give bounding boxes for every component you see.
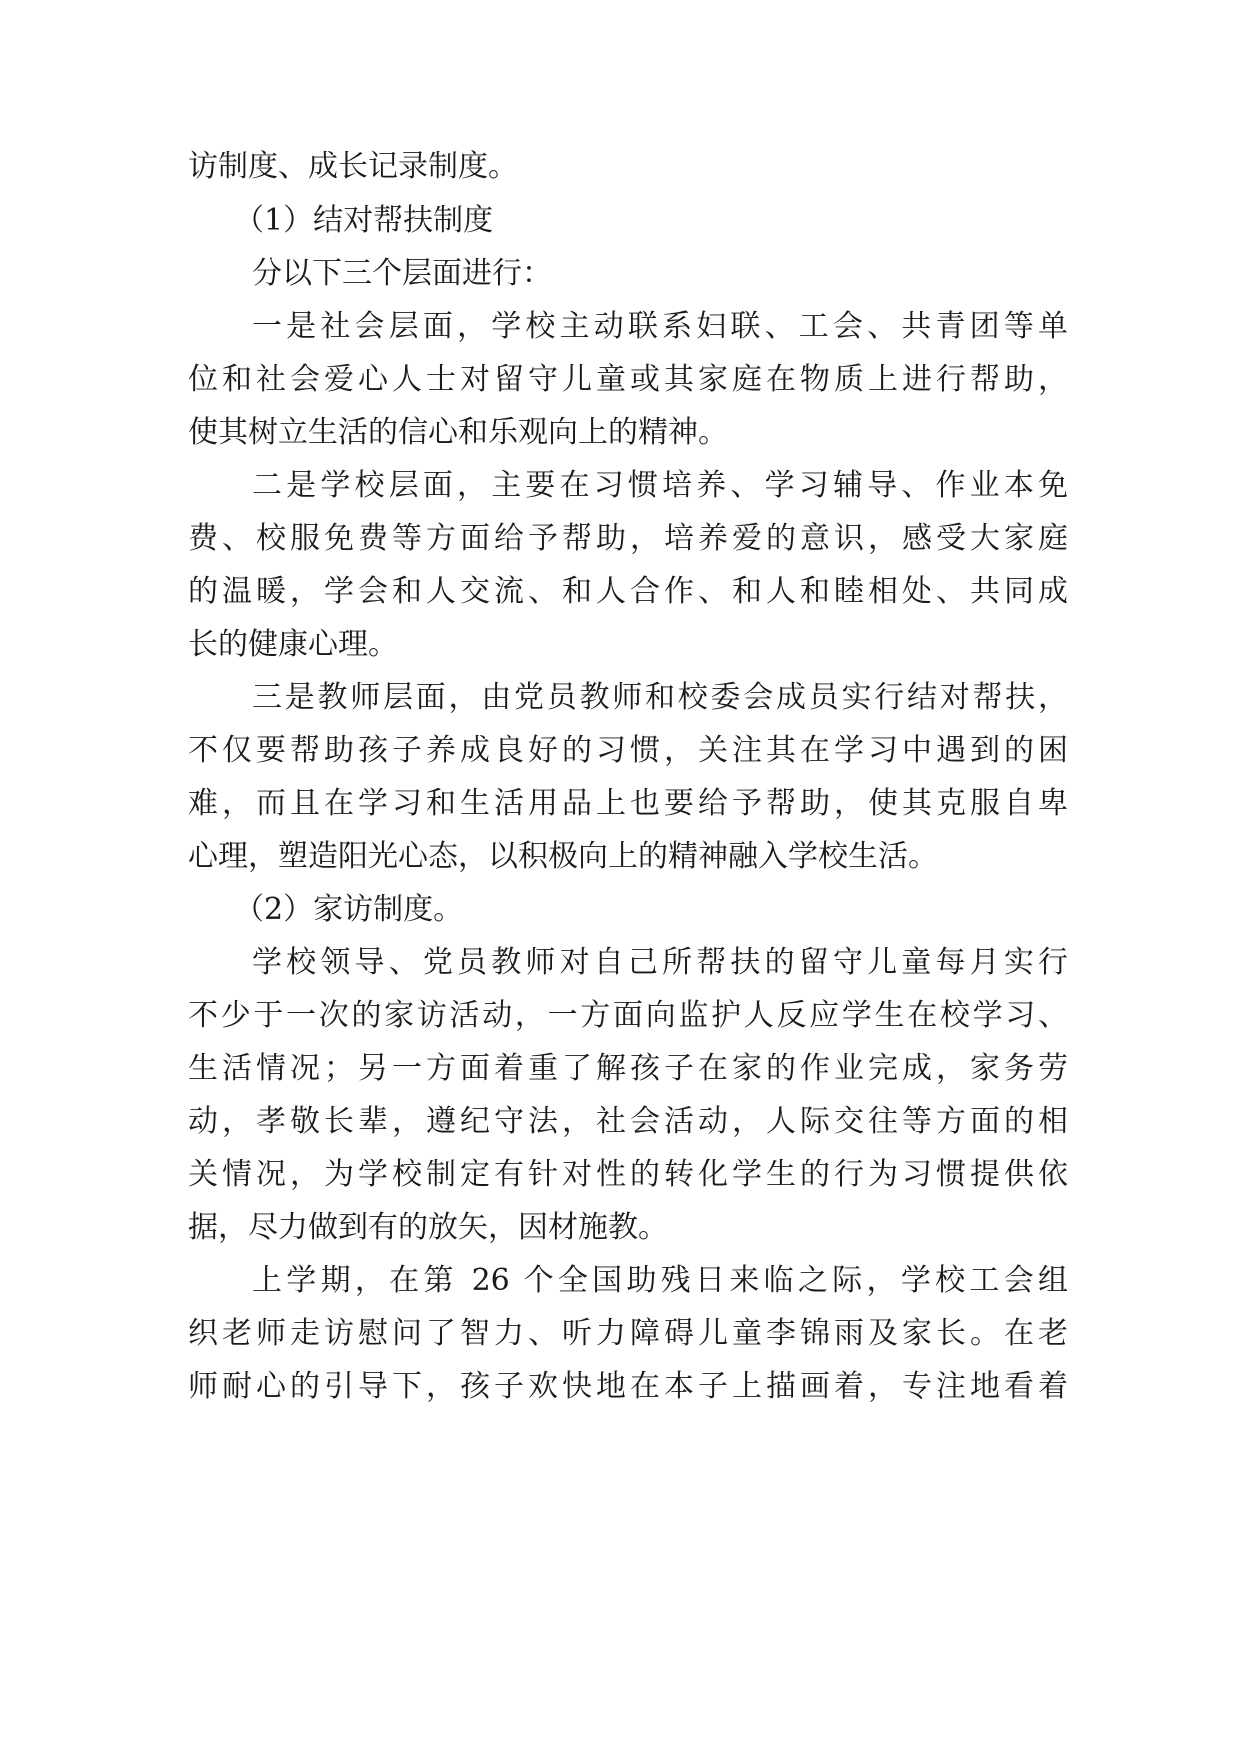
text-line: 生活情况；另一方面着重了解孩子在家的作业完成，家务劳	[188, 1051, 1068, 1086]
text-line: 难，而且在学习和生活用品上也要给予帮助，使其克服自卑	[188, 786, 1068, 821]
text-line: 分以下三个层面进行：	[252, 256, 552, 291]
text-line: 二是学校层面，主要在习惯培养、学习辅导、作业本免	[252, 468, 1068, 503]
text-line: 位和社会爱心人士对留守儿童或其家庭在物质上进行帮助，	[188, 362, 1068, 397]
text-line: 学校领导、党员教师对自己所帮扶的留守儿童每月实行	[252, 945, 1068, 980]
text-line: 师耐心的引导下，孩子欢快地在本子上描画着，专注地看着	[188, 1369, 1068, 1404]
text-line: 不仅要帮助孩子养成良好的习惯，关注其在学习中遇到的困	[188, 733, 1068, 768]
text-line: 动，孝敬长辈，遵纪守法，社会活动，人际交往等方面的相	[188, 1104, 1068, 1139]
text-line: 使其树立生活的信心和乐观向上的精神。	[188, 415, 728, 450]
section-heading: （1）结对帮扶制度	[234, 203, 494, 238]
text-line: 的温暖，学会和人交流、和人合作、和人和睦相处、共同成	[188, 574, 1068, 609]
text-line: 心理，塑造阳光心态，以积极向上的精神融入学校生活。	[188, 839, 938, 874]
text-line: 费、校服免费等方面给予帮助，培养爱的意识，感受大家庭	[188, 521, 1068, 556]
text-line: 上学期，在第 26 个全国助残日来临之际，学校工会组	[252, 1263, 1068, 1298]
section-heading: （2）家访制度。	[234, 892, 464, 927]
text-line: 不少于一次的家访活动，一方面向监护人反应学生在校学习、	[188, 998, 1068, 1033]
text-line: 三是教师层面，由党员教师和校委会成员实行结对帮扶，	[252, 680, 1068, 715]
text-line: 关情况，为学校制定有针对性的转化学生的行为习惯提供依	[188, 1157, 1068, 1192]
text-line: 织老师走访慰问了智力、听力障碍儿童李锦雨及家长。在老	[188, 1316, 1068, 1351]
text-line: 长的健康心理。	[188, 627, 398, 662]
text-line: 据，尽力做到有的放矢，因材施教。	[188, 1210, 668, 1245]
text-line: 一是社会层面，学校主动联系妇联、工会、共青团等单	[252, 309, 1068, 344]
text-line: 访制度、成长记录制度。	[188, 149, 518, 184]
